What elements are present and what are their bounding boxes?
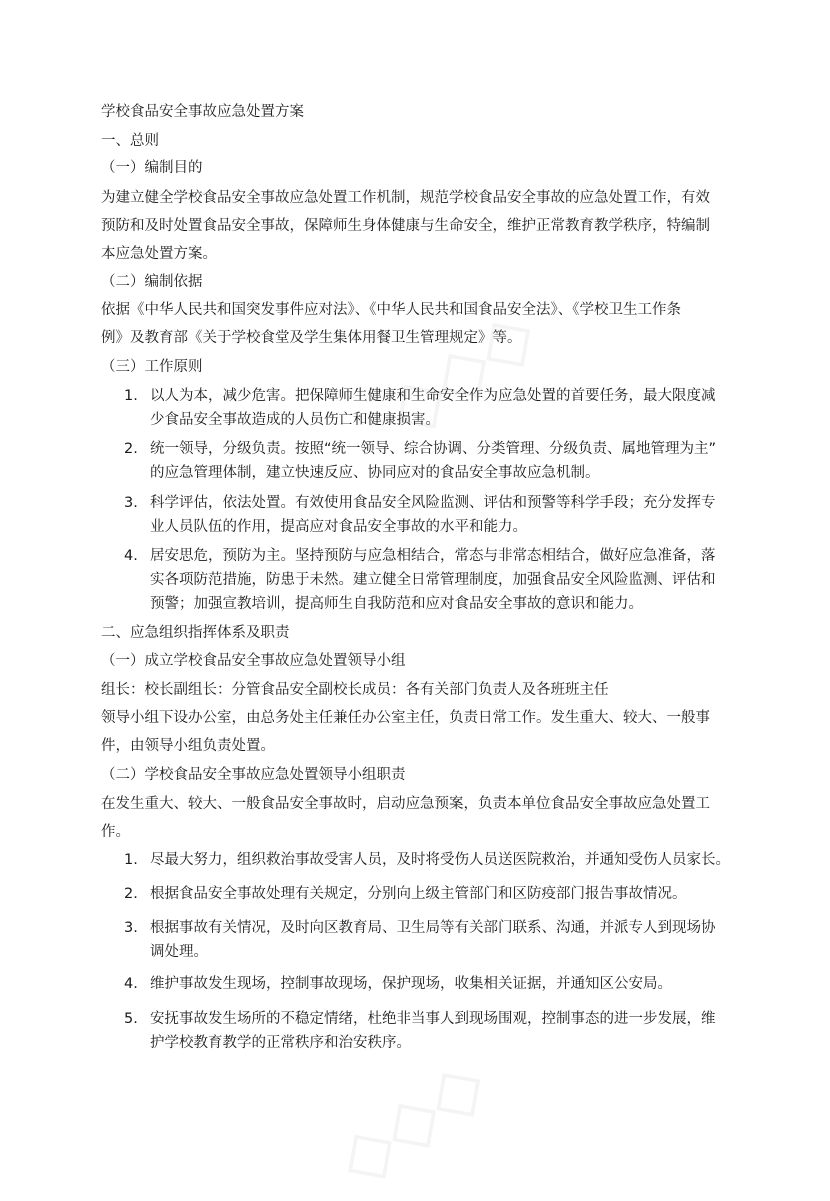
paragraph-line: 预防和及时处置食品安全事故，保障师生身体健康与生命安全，维护正常教育教学秩序，特编制: [101, 218, 710, 234]
section-heading: 二、应急组织指挥体系及职责: [101, 625, 290, 641]
document-title: 学校食品安全事故应急处置方案: [101, 104, 304, 120]
paragraph-line: 件，由领导小组负责处置。: [101, 738, 275, 754]
subsection-heading: （一）编制目的: [101, 160, 203, 176]
list-text-line: 根据事故有关情况，及时向区教育局、卫生局等有关部门联系、沟通，并派专人到现场协: [150, 920, 716, 936]
list-text-line: 业人员队伍的作用，提高应对食品安全事故的水平和能力。: [150, 519, 527, 535]
subsection-heading: （三）工作原则: [101, 359, 203, 375]
list-text-line: 安抚事故发生场所的不稳定情绪，杜绝非当事人到现场围观，控制事态的进一步发展，维: [150, 1011, 716, 1027]
subsection-heading: （二）学校食品安全事故应急处置领导小组职责: [101, 767, 406, 783]
list-text-line: 预警；加强宣教培训，提高师生自我防范和应对食品安全事故的意识和能力。: [150, 596, 643, 612]
list-number: 4.: [124, 548, 138, 564]
list-text-line: 居安思危，预防为主。坚持预防与应急相结合，常态与非常态相结合，做好应急准备，落: [150, 548, 716, 564]
list-number: 2.: [124, 886, 138, 902]
paragraph-line: 本应急处置方案。: [101, 246, 217, 262]
paragraph-line: 组长：校长副组长：分管食品安全副校长成员：各有关部门负责人及各班班主任: [101, 682, 609, 698]
paragraph-line: 例》及教育部《关于学校食堂及学生集体用餐卫生管理规定》等。: [101, 330, 522, 346]
list-text-line: 维护事故发生现场，控制事故现场，保护现场，收集相关证据，并通知区公安局。: [150, 976, 672, 992]
list-text-line: 调处理。: [150, 944, 208, 960]
paragraph-line: 在发生重大、较大、一般食品安全事故时，启动应急预案，负责本单位食品安全事故应急处置工: [101, 796, 710, 812]
list-number: 2.: [124, 441, 138, 457]
list-text-line: 尽最大努力，组织救治事故受害人员，及时将受伤人员送医院救治，并通知受伤人员家长。: [150, 852, 730, 868]
watermark: [321, 1041, 500, 1201]
list-text-line: 少食品安全事故造成的人员伤亡和健康损害。: [150, 412, 440, 428]
list-text-line: 实各项防范措施，防患于未然。建立健全日常管理制度，加强食品安全风险监测、评估和: [150, 572, 716, 588]
subsection-heading: （一）成立学校食品安全事故应急处置领导小组: [101, 653, 406, 669]
paragraph-line: 依据《中华人民共和国突发事件应对法》、《中华人民共和国食品安全法》、《学校卫生工作条: [101, 302, 681, 318]
list-text-line: 科学评估，依法处置。有效使用食品安全风险监测、评估和预警等科学手段；充分发挥专: [150, 495, 716, 511]
paragraph-line: 作。: [101, 824, 130, 840]
list-text-line: 以人为本，减少危害。把保障师生健康和生命安全作为应急处置的首要任务，最大限度减: [150, 388, 716, 404]
list-number: 5.: [124, 1011, 138, 1027]
list-number: 4.: [124, 976, 138, 992]
list-text-line: 统一领导，分级负责。按照“统一领导、综合协调、分类管理、分级负责、属地管理为主”: [150, 441, 717, 457]
section-heading: 一、总则: [101, 133, 159, 149]
list-text-line: 根据食品安全事故处理有关规定，分别向上级主管部门和区防疫部门报告事故情况。: [150, 886, 687, 902]
list-number: 1.: [124, 852, 138, 868]
list-number: 3.: [124, 920, 138, 936]
subsection-heading: （二）编制依据: [101, 274, 203, 290]
list-number: 1.: [124, 388, 138, 404]
paragraph-line: 为建立健全学校食品安全事故应急处置工作机制，规范学校食品安全事故的应急处置工作，有效: [101, 190, 710, 206]
list-number: 3.: [124, 495, 138, 511]
list-text-line: 护学校教育教学的正常秩序和治安秩序。: [150, 1035, 411, 1051]
list-text-line: 的应急管理体制，建立快速反应、协同应对的食品安全事故应急机制。: [150, 465, 600, 481]
paragraph-line: 领导小组下设办公室，由总务处主任兼任办公室主任，负责日常工作。发生重大、较大、一般事: [101, 710, 710, 726]
